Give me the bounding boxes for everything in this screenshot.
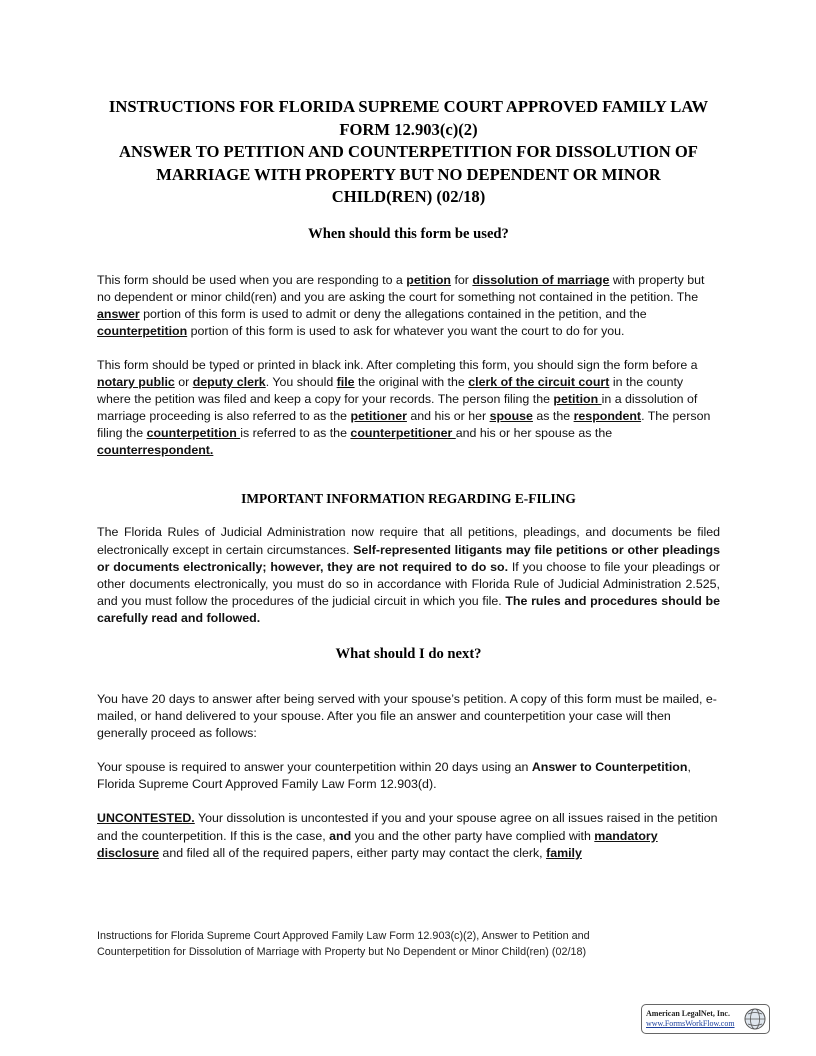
term-answer: answer: [97, 306, 140, 321]
term-counterpetition-2: counterpetition: [146, 426, 241, 441]
term-counterpetition: counterpetition: [97, 323, 188, 338]
term-dissolution-of-marriage: dissolution of marriage: [472, 272, 610, 287]
legalnet-logo[interactable]: [641, 1004, 770, 1034]
term-petition: petition: [406, 272, 452, 287]
term-family: family: [546, 845, 582, 860]
paragraph-when-used: This form should be used when you are responding to a petition for dissolution of marriage with property but no dependent or minor child(ren) and you are asking the court for something not contained in the petition. The answer portion of this form is used to admit or deny the allegations contained in the petition, and the counterpetition portion of this form is used to ask for whatever you want the court to do for you.: [97, 272, 705, 338]
heading-what-next: What should I do next?: [335, 646, 482, 662]
document-body: [97, 96, 720, 862]
title-line-5: CHILD(REN) (02/18): [331, 187, 486, 206]
title-line-3: ANSWER TO PETITION AND COUNTERPETITION FOR DISSOLUTION OF: [119, 142, 698, 161]
term-counterrespondent: counterrespondent.: [97, 443, 214, 458]
logo-company-name: American LegalNet, Inc.: [646, 1009, 730, 1018]
paragraph-uncontested: UNCONTESTED. Your dissolution is uncontested if you and your spouse agree on all issues raised in the petition and the counterpetition. If this is the case, and you and the other party have complied with mandatory disclosure and filed all of the required papers, either party may contact the clerk, family: [97, 811, 718, 860]
heading-efiling: IMPORTANT INFORMATION REGARDING E-FILING: [241, 491, 576, 507]
footer-line-1: Instructions for Florida Supreme Court Approved Family Law Form 12.903(c)(2), Answer to Petition and: [97, 930, 590, 942]
globe-icon: [743, 1007, 767, 1031]
term-mandatory-disclosure: mandatory disclosure: [97, 828, 658, 860]
logo-url-link[interactable]: www.FormsWorkFlow.com: [646, 1019, 735, 1028]
title-line-4: MARRIAGE WITH PROPERTY BUT NO DEPENDENT OR MINOR: [156, 164, 661, 184]
page-footer: [97, 929, 737, 961]
term-counterpetitioner: counterpetitioner: [350, 426, 456, 441]
term-clerk-circuit-court: clerk of the circuit court: [468, 374, 610, 389]
title-line-1: INSTRUCTIONS FOR FLORIDA SUPREME COURT APPROVED FAMILY LAW: [108, 97, 709, 116]
heading-when-used: When should this form be used?: [308, 225, 509, 242]
footer-line-2: Counterpetition for Dissolution of Marriage with Property but No Dependent or Minor Child(ren) (02/18): [97, 945, 587, 958]
paragraph-answer-counterpetition: Your spouse is required to answer your counterpetition within 20 days using an Answer to Counterpetition, Florida Supreme Court Approved Family Law Form 12.903(d).: [97, 760, 691, 792]
term-deputy-clerk: deputy clerk: [192, 374, 266, 389]
term-uncontested: UNCONTESTED.: [97, 811, 195, 826]
page-title: [97, 96, 720, 209]
term-petition-2: petition: [553, 392, 602, 407]
term-notary-public: notary public: [97, 374, 175, 389]
title-line-2: FORM 12.903(c)(2): [339, 119, 478, 139]
term-petitioner: petitioner: [350, 409, 407, 424]
paragraph-efiling: The Florida Rules of Judicial Administration now require that all petitions, pleadings, and documents be filed electronically except in certain circumstances. Self-represented litigants may file petitions or other pleadings or documents electronically; however, they are not required to do so. If you choose to file your pleadings or other documents electronically, you must do so in accordance with Florida Rule of Judicial Administration 2.525, and you must follow the procedures of the judicial circuit in which you file. The rules and procedures should be carefully read and followed.: [97, 525, 721, 625]
paragraph-filing: This form should be typed or printed in black ink. After completing this form, you should sign the form before a notary public or deputy clerk. You should file the original with the clerk of the circuit court in the county where the petition was filed and keep a copy for your records. The person filing the petition in a dissolution of marriage proceeding is also referred to as the petitioner and his or her spouse as the respondent. The person filing the counterpetition is referred to as the counterpetitioner and his or her spouse as the counterrespondent.: [97, 357, 711, 458]
term-spouse: spouse: [489, 409, 533, 424]
paragraph-next-steps: You have 20 days to answer after being served with your spouse’s petition. A copy of this form must be mailed, e-mailed, or hand delivered to your spouse. After you file an answer and counterpetition your case will then generally proceed as follows:: [97, 692, 717, 741]
term-respondent: respondent: [573, 409, 642, 424]
term-file: file: [336, 374, 355, 389]
